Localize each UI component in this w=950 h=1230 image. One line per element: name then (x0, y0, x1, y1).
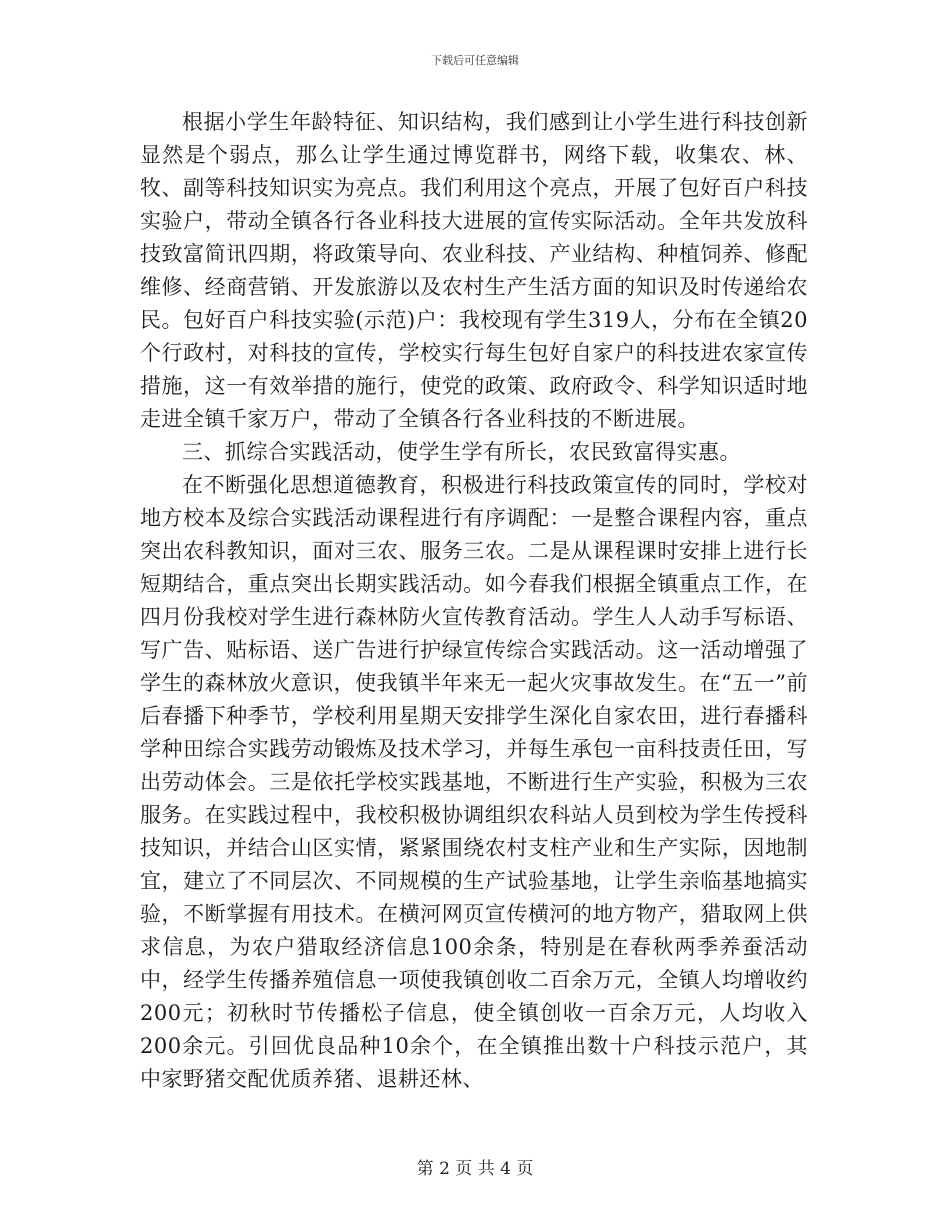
document-body (140, 106, 808, 1096)
paragraph-practice-activities: 在不断强化思想道德教育，积极进行科技政策宣传的同时，学校对地方校本及综合实践活动课程进行有序调配：一是整合课程内容，重点突出农科教知识，面对三农、服务三农。二是从课程课时安排上进行长短期结合，重点突出长期实践活动。如今春我们根据全镇重点工作，在四月份我校对学生进行森林防火宣传教育活动。学生人人动手写标语、写广告、贴标语、送广告进行护绿宣传综合实践活动。这一活动增强了学生的森林放火意识，使我镇半年来无一起火灾事故发生。在“五一”前后春播下种季节，学校利用星期天安排学生深化自家农田，进行春播科学种田综合实践劳动锻炼及技术学习，并每生承包一亩科技责任田，写出劳动体会。三是依托学校实践基地，不断进行生产实验，积极为三农服务。在实践过程中，我校积极协调组织农科站人员到校为学生传授科技知识，并结合山区实情，紧紧围绕农村支柱产业和生产实际，因地制宜，建立了不同层次、不同规模的生产试验基地，让学生亲临基地搞实验，不断掌握有用技术。在横河网页宣传横河的地方物产，猎取网上供求信息，为农户猎取经济信息100余条，特别是在春秋两季养蚕活动中，经学生传播养殖信息一项使我镇创收二百余万元，全镇人均增收约200元；初秋时节传播松子信息，使全镇创收一百余万元，人均收入200余元。引回优良品种10余个，在全镇推出数十户科技示范户，其中家野猪交配优质养猪、退耕还林、 (140, 473, 808, 1091)
section-heading-practice: 三、抓综合实践活动，使学生学有所长，农民致富得实惠。 (182, 440, 741, 464)
page-number-footer: 第 2 页 共 4 页 (416, 1159, 534, 1179)
paragraph-science-promotion: 根据小学生年龄特征、知识结构，我们感到让小学生进行科技创新显然是个弱点，那么让学生通过博览群书，网络下载，收集农、林、牧、副等科技知识实为亮点。我们利用这个亮点，开展了包好百户科技实验户，带动全镇各行各业科技大进展的宣传实际活动。全年共发放科技致富简讯四期，将政策导向、农业科技、产业结构、种植饲养、修配维修、经商营销、开发旅游以及农村生产生活方面的知识及时传递给农民。包好百户科技实验(示范)户：我校现有学生319人，分布在全镇20个行政村，对科技的宣传，学校实行每生包好自家户的科技进农家宣传措施，这一有效举措的施行，使党的政策、政府政令、科学知识适时地走进全镇千家万户，带动了全镇各行各业科技的不断进展。 (140, 110, 808, 431)
page-header: 下载后可任意编辑 (431, 54, 519, 67)
